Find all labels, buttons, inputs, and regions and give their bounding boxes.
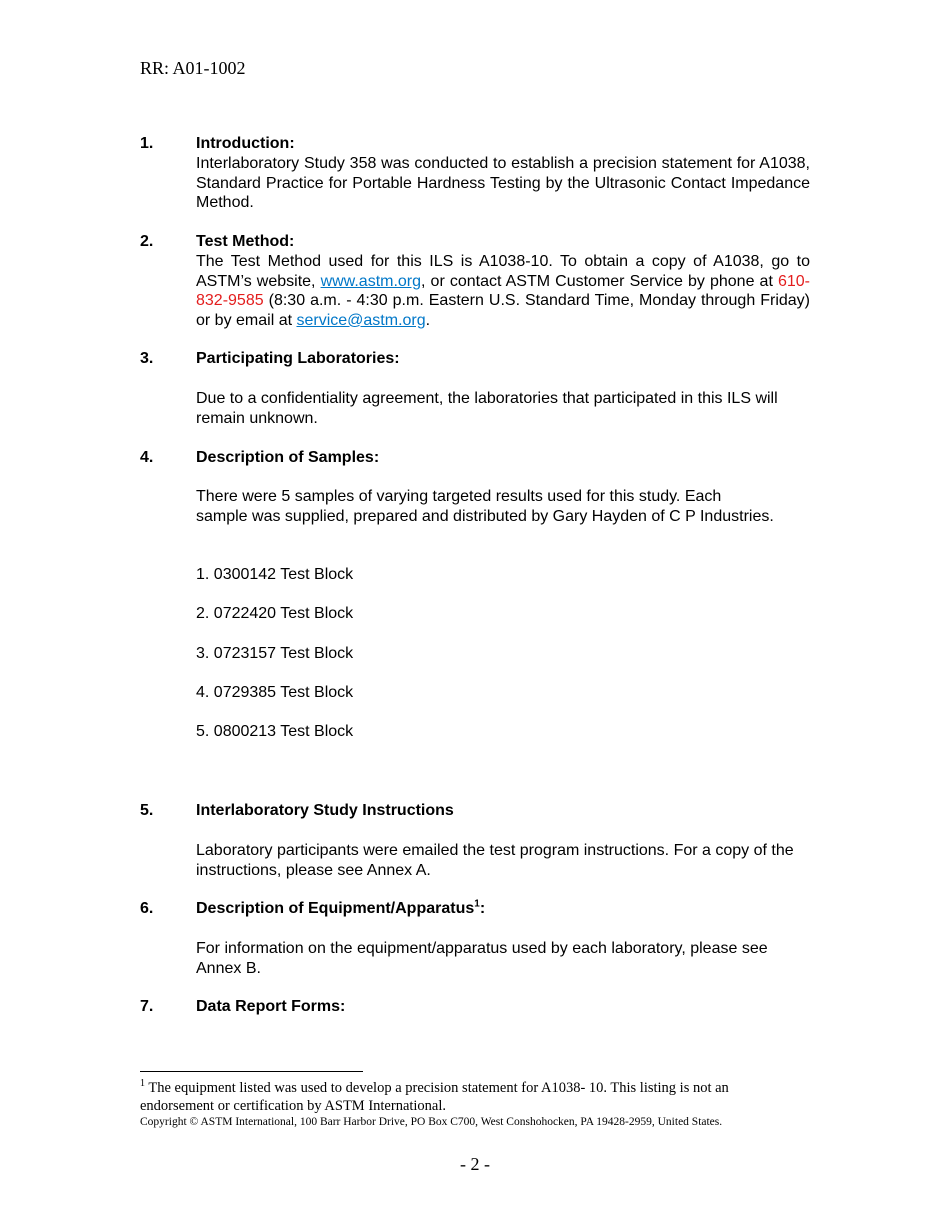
text-run: , or contact ASTM Customer Service by phone at <box>421 272 778 290</box>
page-number: - 2 - <box>460 1154 490 1174</box>
section-title-introduction: Introduction: <box>196 135 295 152</box>
samples-text: There were 5 samples of varying targeted results used for this study. Each sample was supplied, prepared and distributed by Gary Hayden of C P Industries. <box>196 488 774 525</box>
section-number: 2. <box>140 233 154 250</box>
sample-list-item: 1. 0300142 Test Block <box>196 566 354 583</box>
section-title-data-report-forms: Data Report Forms: <box>196 998 346 1015</box>
sample-list-item: 5. 0800213 Test Block <box>196 723 354 740</box>
section-title-test-method: Test Method: <box>196 233 295 250</box>
test-method-text <box>196 252 810 330</box>
service-email-link[interactable]: service@astm.org <box>296 311 426 329</box>
section-number: 3. <box>140 350 154 367</box>
astm-website-link[interactable]: www.astm.org <box>320 272 422 290</box>
section-number: 6. <box>140 900 154 917</box>
participating-labs-text: Due to a confidentiality agreement, the laboratories that participated in this ILS will remain unknown. <box>196 390 778 427</box>
section-title-study-instructions: Interlaboratory Study Instructions <box>196 802 454 819</box>
section-title-equipment <box>196 900 485 918</box>
text-run: . <box>425 311 431 329</box>
sample-list-item: 4. 0729385 Test Block <box>196 684 354 701</box>
section-number: 1. <box>140 135 154 152</box>
section-title-samples: Description of Samples: <box>196 449 380 466</box>
section-title-participating-labs: Participating Laboratories: <box>196 350 400 367</box>
footnote <box>140 1079 800 1115</box>
sample-list-item: 2. 0722420 Test Block <box>196 605 354 622</box>
section-title-text: Description of Equipment/Apparatus <box>196 900 475 917</box>
copyright-notice: Copyright © ASTM International, 100 Barr Harbor Drive, PO Box C700, West Conshohocken, PA 19428-2959, United States. <box>140 1116 723 1128</box>
footnote-text: The equipment listed was used to develop a precision statement for A1038- 10. This listing is not an endorsement or certification by ASTM International. <box>140 1080 729 1114</box>
study-instructions-text: Laboratory participants were emailed the test program instructions. For a copy of the instructions, please see Annex A. <box>196 842 794 879</box>
section-number: 5. <box>140 802 154 819</box>
section-title-colon: : <box>479 900 486 917</box>
footnote-mark: 1 <box>140 1078 145 1090</box>
customer-service-phone: 610-832-9585 <box>196 272 811 310</box>
section-number: 4. <box>140 449 154 466</box>
sample-list-item: 3. 0723157 Test Block <box>196 645 354 662</box>
footnote-reference: 1 <box>474 898 480 910</box>
section-number: 7. <box>140 998 154 1015</box>
text-run: The Test Method used for this ILS is A1038-10. To obtain a copy of A1038, go to ASTM’s website, <box>196 253 810 290</box>
introduction-text: Interlaboratory Study 358 was conducted to establish a precision statement for A1038, Standard Practice for Portable Hardness Testing by the Ultrasonic Contact Impedance Method. <box>196 155 810 212</box>
running-header: RR: A01-1002 <box>140 58 246 78</box>
equipment-text: For information on the equipment/apparatus used by each laboratory, please see Annex B. <box>196 940 768 977</box>
text-run: (8:30 a.m. - 4:30 p.m. Eastern U.S. Standard Time, Monday through Friday) or by email at <box>196 292 810 329</box>
footnote-divider <box>140 1071 363 1072</box>
